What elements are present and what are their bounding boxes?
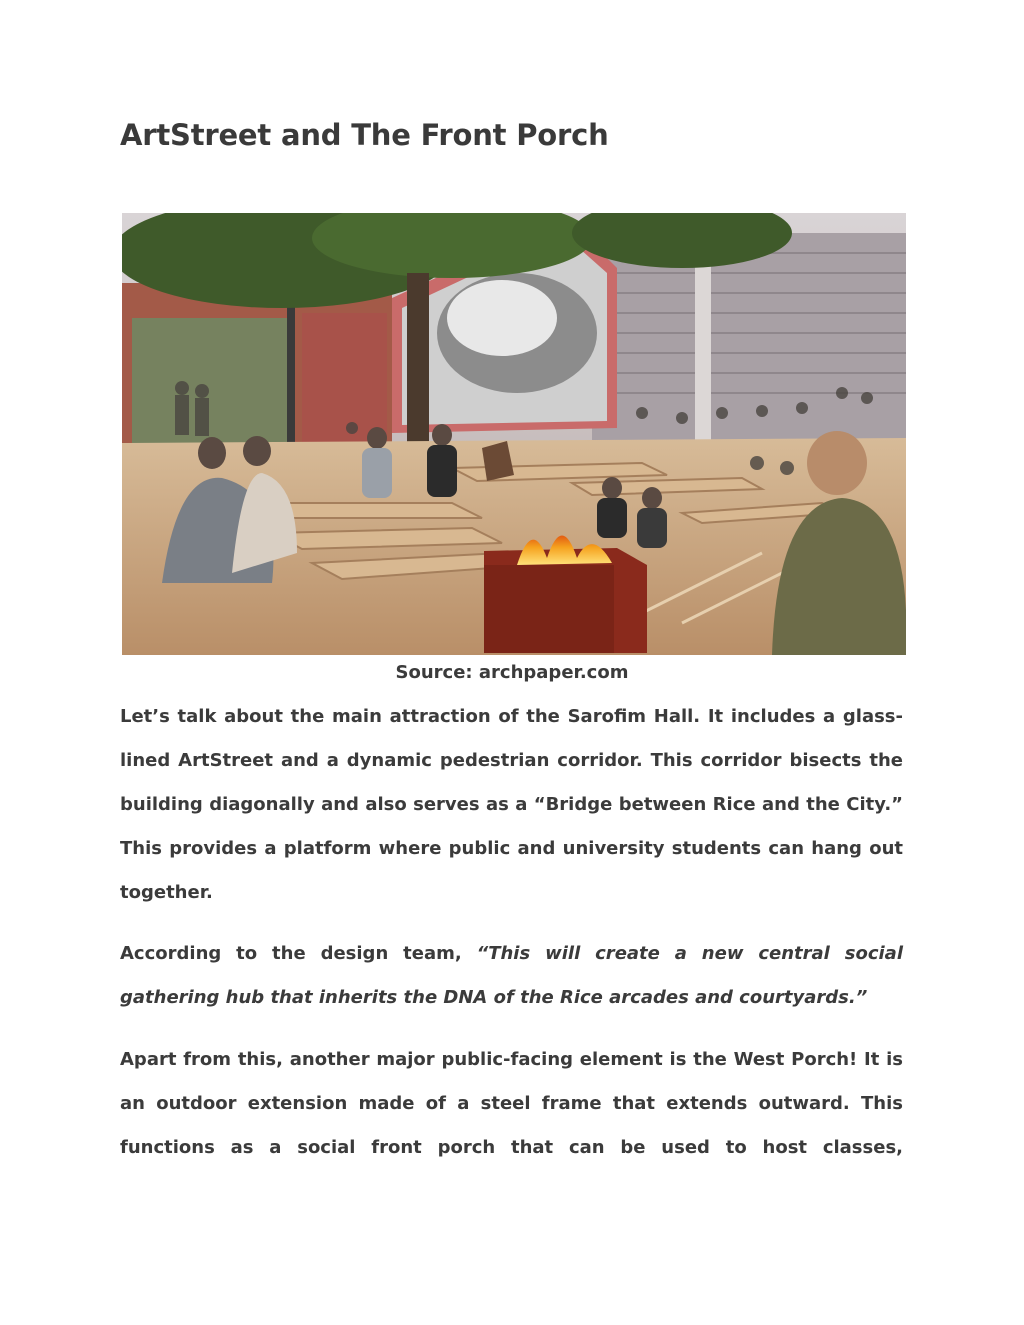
image-caption: Source: archpaper.com — [395, 662, 629, 683]
paragraph-west-porch: Apart from this, another major public-facing element is the West Porch! It is an outdoor extension made of a steel frame that extends outward. This functions as a social front porch that can be used to host classes, — [120, 1049, 903, 1158]
page-title: ArtStreet and The Front Porch — [120, 118, 609, 152]
plaza-rendering-illustration — [122, 213, 906, 655]
design-team-quote: “This will create a new central social gathering hub that inherits the DNA of the Rice arcades and courtyards.” — [120, 943, 903, 1008]
paragraph-intro: Let’s talk about the main attraction of the Sarofim Hall. It includes a glass-lined ArtStreet and a dynamic pedestrian corridor. This corridor bisects the building diagonally and also serves as a “Bridge between Rice and the City.” This provides a platform where public and university students can hang out together. — [120, 706, 903, 903]
quote-lead-text: According to the design team, — [120, 943, 477, 964]
rendering-image — [122, 213, 906, 655]
paragraph-design-team-quote — [120, 932, 903, 1020]
